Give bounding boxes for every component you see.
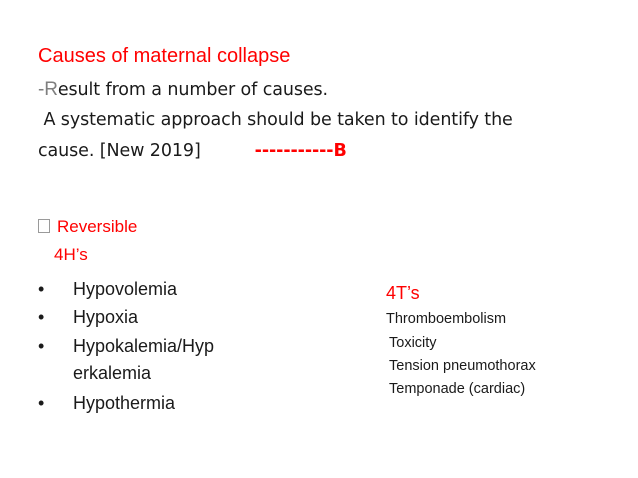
h-item-continued: erkalemia — [73, 363, 152, 383]
bullet-icon: • — [38, 393, 45, 413]
reversible-label: Reversible — [57, 217, 138, 236]
h-heading: 4H’s — [54, 245, 88, 264]
checkbox-glyph-icon — [38, 219, 50, 233]
h-item: Hypoxia — [73, 307, 139, 327]
reversible-heading — [38, 217, 137, 237]
bullet-icon: • — [38, 279, 45, 299]
h-item: Hypokalemia/Hyp — [73, 336, 215, 356]
answer-label: -----------B — [254, 141, 347, 161]
t-item: Temponade (cardiac) — [389, 381, 526, 397]
h-item: Hypovolemia — [73, 279, 178, 299]
h-item: Hypothermia — [73, 393, 176, 413]
bullet-icon: • — [38, 307, 45, 327]
t-item: Thromboembolism — [386, 311, 507, 327]
t-heading: 4T’s — [386, 283, 420, 303]
cause-source: cause. [New 2019] — [38, 141, 201, 161]
t-item: Toxicity — [389, 335, 437, 351]
bullet-icon: • — [38, 336, 45, 356]
intro-line-3 — [38, 141, 347, 161]
slide-title: Causes of maternal collapse — [38, 45, 291, 67]
intro-initial: R — [44, 79, 58, 100]
intro-line-2: A systematic approach should be taken to identify the — [38, 110, 513, 130]
intro-line-1 — [38, 79, 328, 101]
t-item: Tension pneumothorax — [389, 358, 536, 374]
intro-rest: esult from a number of causes. — [57, 80, 328, 100]
intro-dash: - — [38, 79, 45, 100]
